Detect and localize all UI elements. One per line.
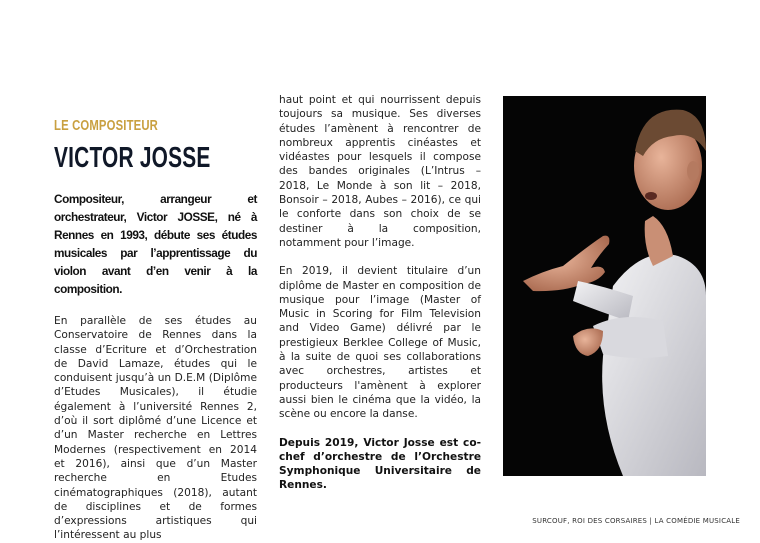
intro-paragraph: Compositeur, arrangeur et orchestrateur, Victor JOSSE, né à Rennes en 1993, débute ses études musicales par l’apprentissage du violon avant d’en venir à la composition. — [54, 192, 257, 296]
body-paragraph-1: En parallèle de ses études au Conservatoire de Rennes dans la classe d’Ecriture et d’Orchestration de David Lamaze, études qui le conduisent jusqu’à un D.E.M (Diplôme d’Etudes Musicales), il étudie également à l’université Rennes 2, d’où il sort diplômé d’une Licence et d’un Master recherche en Lettres Modernes (respectivement en 2014 et 2016), ainsi que d’un Master recherche en Etudes cinématographiques (2018), autant de disciplines et de formes d’expressions artistiques qui l’intéressent au plus — [54, 315, 257, 542]
body-paragraph-3: En 2019, il devient titulaire d’un diplôme de Master en composition de musique pour l’image (Master of Music in Scoring for Film Television and Video Game) délivré par le prestigieux Berklee College of Music, à la suite de quoi ses collaborations avec orchestres, artistes et producteurs l'amènent à explorer aussi bien le cinéma que la vidéo, la scène ou encore la danse. — [279, 265, 481, 421]
body-paragraph-2: haut point et qui nourrissent depuis toujours sa musique. Ses diverses études l’amènent à rencontrer de nombreux apprentis cinéastes et vidéastes pour lesquels il compose des bandes originales (L’Intrus – 2018, Le Monde à son lit – 2018, Bonsoir – 2018, Aubes – 2016), ce qui le conforte dans son choix de se destiner à la composition, notamment pour l’image. — [279, 94, 481, 249]
section-eyebrow: LE COMPOSITEUR — [54, 118, 158, 134]
page-footer: SURCOUF, ROI DES CORSAIRES | LA COMÉDIE MUSICALE — [532, 517, 740, 525]
body-paragraph-4: Depuis 2019, Victor Josse est co-chef d’orchestre de l’Orchestre Symphonique Universitaire de Rennes. — [279, 436, 481, 492]
middle-column — [279, 93, 481, 493]
page-title: VICTOR JOSSE — [54, 142, 211, 174]
conductor-illustration — [503, 96, 706, 476]
left-column — [54, 112, 257, 543]
conductor-photo — [503, 96, 706, 476]
